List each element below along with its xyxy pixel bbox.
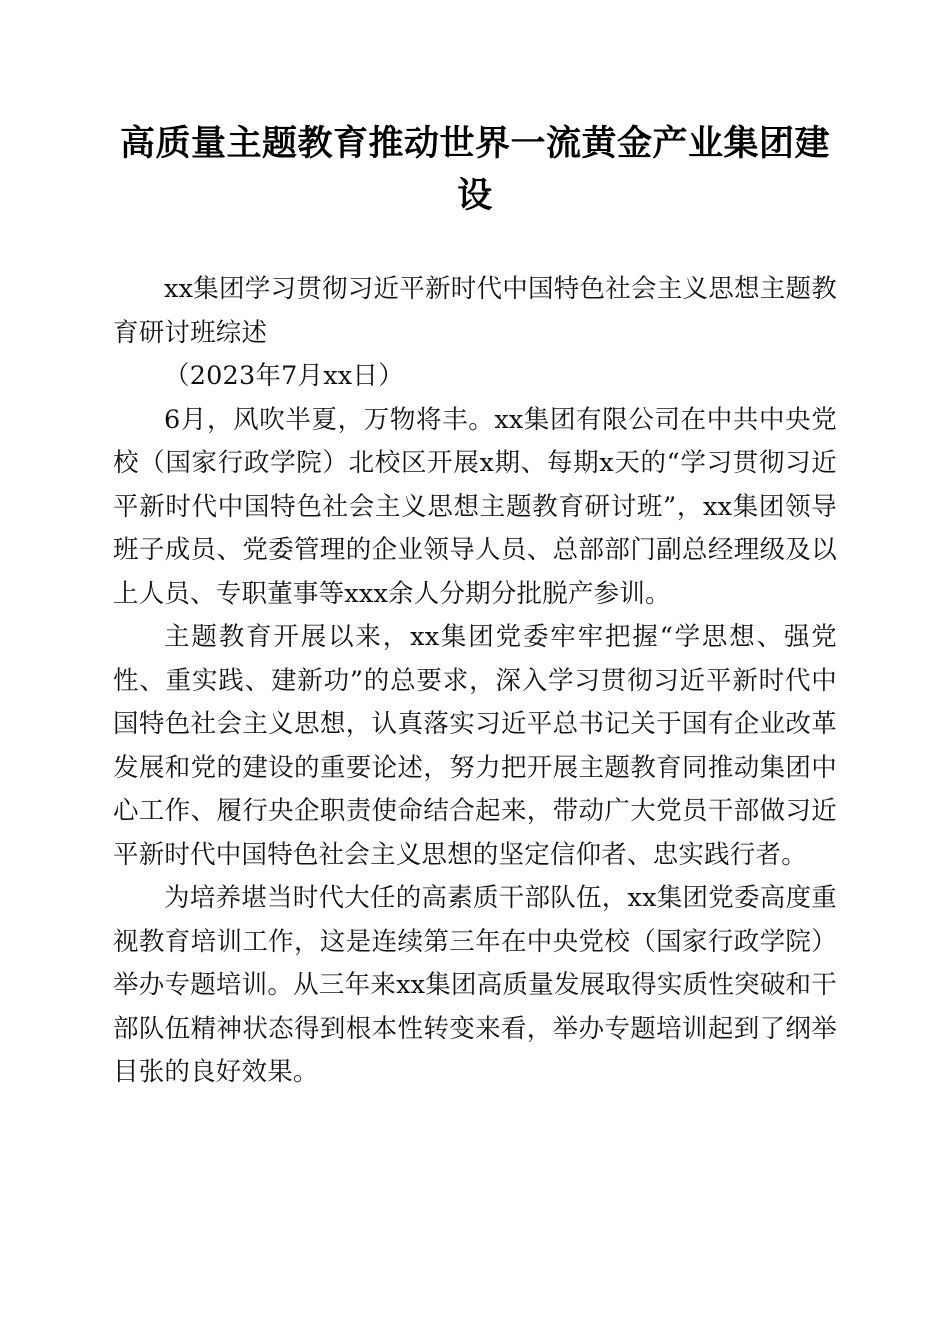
document-body (113, 268, 837, 1095)
date-line: （2023年7月xx日） (164, 361, 404, 391)
document-content (113, 118, 837, 1095)
subtitle-paragraph: xx集团学习贯彻习近平新时代中国特色社会主义思想主题教育研讨班综述 (113, 274, 837, 348)
body-paragraph-2: 主题教育开展以来，xx集团党委牢牢把握“学思想、强党性、重实践、建新功”的总要求，深入学习贯彻习近平新时代中国特色社会主义思想，认真落实习近平总书记关于国有企业改革发展和党的建设的重要论述，努力把开展主题教育同推动集团中心工作、履行央企职责使命结合起来，带动广大党员干部做习近平新时代中国特色社会主义思想的坚定信仰者、忠实践行者。 (113, 622, 837, 870)
body-paragraph-1: 6月，风吹半夏，万物将丰。xx集团有限公司在中共中央党校（国家行政学院）北校区开展x期、每期x天的“学习贯彻习近平新时代中国特色社会主义思想主题教育研讨班”，xx集团领导班子成员、党委管理的企业领导人员、总部部门副总经理级及以上人员、专职董事等xxx余人分期分批脱产参训。 (113, 404, 837, 609)
document-title: 高质量主题教育推动世界一流黄金产业集团建设 (119, 123, 830, 216)
body-paragraph-3: 为培养堪当时代大任的高素质干部队伍，xx集团党委高度重视教育培训工作，这是连续第三年在中央党校（国家行政学院）举办专题培训。从三年来xx集团高质量发展取得实质性突破和干部队伍精神状态得到根本性转变来看，举办专题培训起到了纲举目张的良好效果。 (113, 883, 837, 1087)
